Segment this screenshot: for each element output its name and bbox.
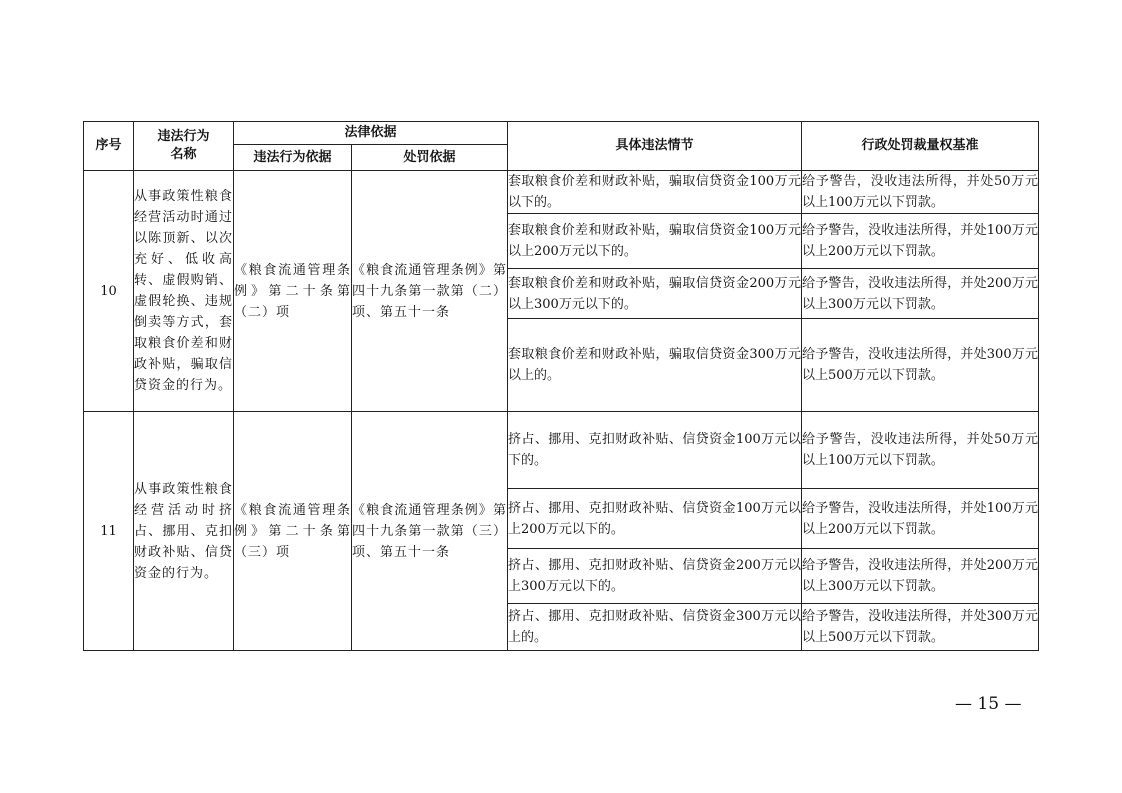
circumstance-cell: 挤占、挪用、克扣财政补贴、信贷资金200万元以上300万元以下的。: [508, 549, 802, 604]
standard-cell: 给予警告，没收违法所得，并处100万元以上200万元以下罚款。: [802, 489, 1039, 549]
table-row: [84, 171, 1039, 214]
header-penalty-basis: 处罚依据: [352, 145, 508, 171]
penalty-basis-cell: 《粮食流通管理条例》第四十九条第一款第（三）项、第五十一条: [352, 412, 508, 651]
circumstance-cell: 套取粮食价差和财政补贴，骗取信贷资金300万元以上的。: [508, 319, 802, 412]
circumstance-cell: 套取粮食价差和财政补贴，骗取信贷资金100万元以上200万元以下的。: [508, 214, 802, 269]
header-seq: 序号: [84, 122, 134, 171]
circumstance-cell: 挤占、挪用、克扣财政补贴、信贷资金100万元以上200万元以下的。: [508, 489, 802, 549]
penalty-basis-cell: 《粮食流通管理条例》第四十九条第一款第（二）项、第五十一条: [352, 171, 508, 412]
circumstance-cell: 套取粮食价差和财政补贴，骗取信贷资金100万元以下的。: [508, 171, 802, 214]
header-circumstances: 具体违法情节: [508, 122, 802, 171]
standard-cell: 给予警告，没收违法所得，并处200万元以上300万元以下罚款。: [802, 269, 1039, 319]
header-legal-basis: 法律依据: [234, 122, 508, 145]
circumstance-cell: 挤占、挪用、克扣财政补贴、信贷资金100万元以下的。: [508, 412, 802, 489]
violation-basis-cell: 《粮食流通管理条例》第二十条第（三）项: [234, 412, 352, 651]
circumstance-cell: 套取粮食价差和财政补贴，骗取信贷资金200万元以上300万元以下的。: [508, 269, 802, 319]
standard-cell: 给予警告，没收违法所得，并处50万元以上100万元以下罚款。: [802, 412, 1039, 489]
page-number: — 15 —: [955, 694, 1022, 714]
header-violation-name: 违法行为名称: [134, 122, 234, 171]
standard-cell: 给予警告，没收违法所得，并处300万元以上500万元以下罚款。: [802, 319, 1039, 412]
penalty-standard-table: [83, 121, 1039, 651]
standard-cell: 给予警告，没收违法所得，并处200万元以上300万元以下罚款。: [802, 549, 1039, 604]
standard-cell: 给予警告，没收违法所得，并处100万元以上200万元以下罚款。: [802, 214, 1039, 269]
header-violation-basis: 违法行为依据: [234, 145, 352, 171]
header-standard: 行政处罚裁量权基准: [802, 122, 1039, 171]
seq-cell: 11: [84, 412, 134, 651]
seq-cell: 10: [84, 171, 134, 412]
violation-name-cell: 从事政策性粮食经营活动时通过以陈顶新、以次充好、低收高转、虚假购销、虚假轮换、违规倒卖等方式，套取粮食价差和财政补贴，骗取信贷资金的行为。: [134, 171, 234, 412]
standard-cell: 给予警告，没收违法所得，并处300万元以上500万元以下罚款。: [802, 604, 1039, 651]
circumstance-cell: 挤占、挪用、克扣财政补贴、信贷资金300万元以上的。: [508, 604, 802, 651]
table-row: [84, 412, 1039, 489]
violation-name-cell: 从事政策性粮食经营活动时挤占、挪用、克扣财政补贴、信贷资金的行为。: [134, 412, 234, 651]
violation-basis-cell: 《粮食流通管理条例》第二十条第（二）项: [234, 171, 352, 412]
standard-cell: 给予警告，没收违法所得，并处50万元以上100万元以下罚款。: [802, 171, 1039, 214]
